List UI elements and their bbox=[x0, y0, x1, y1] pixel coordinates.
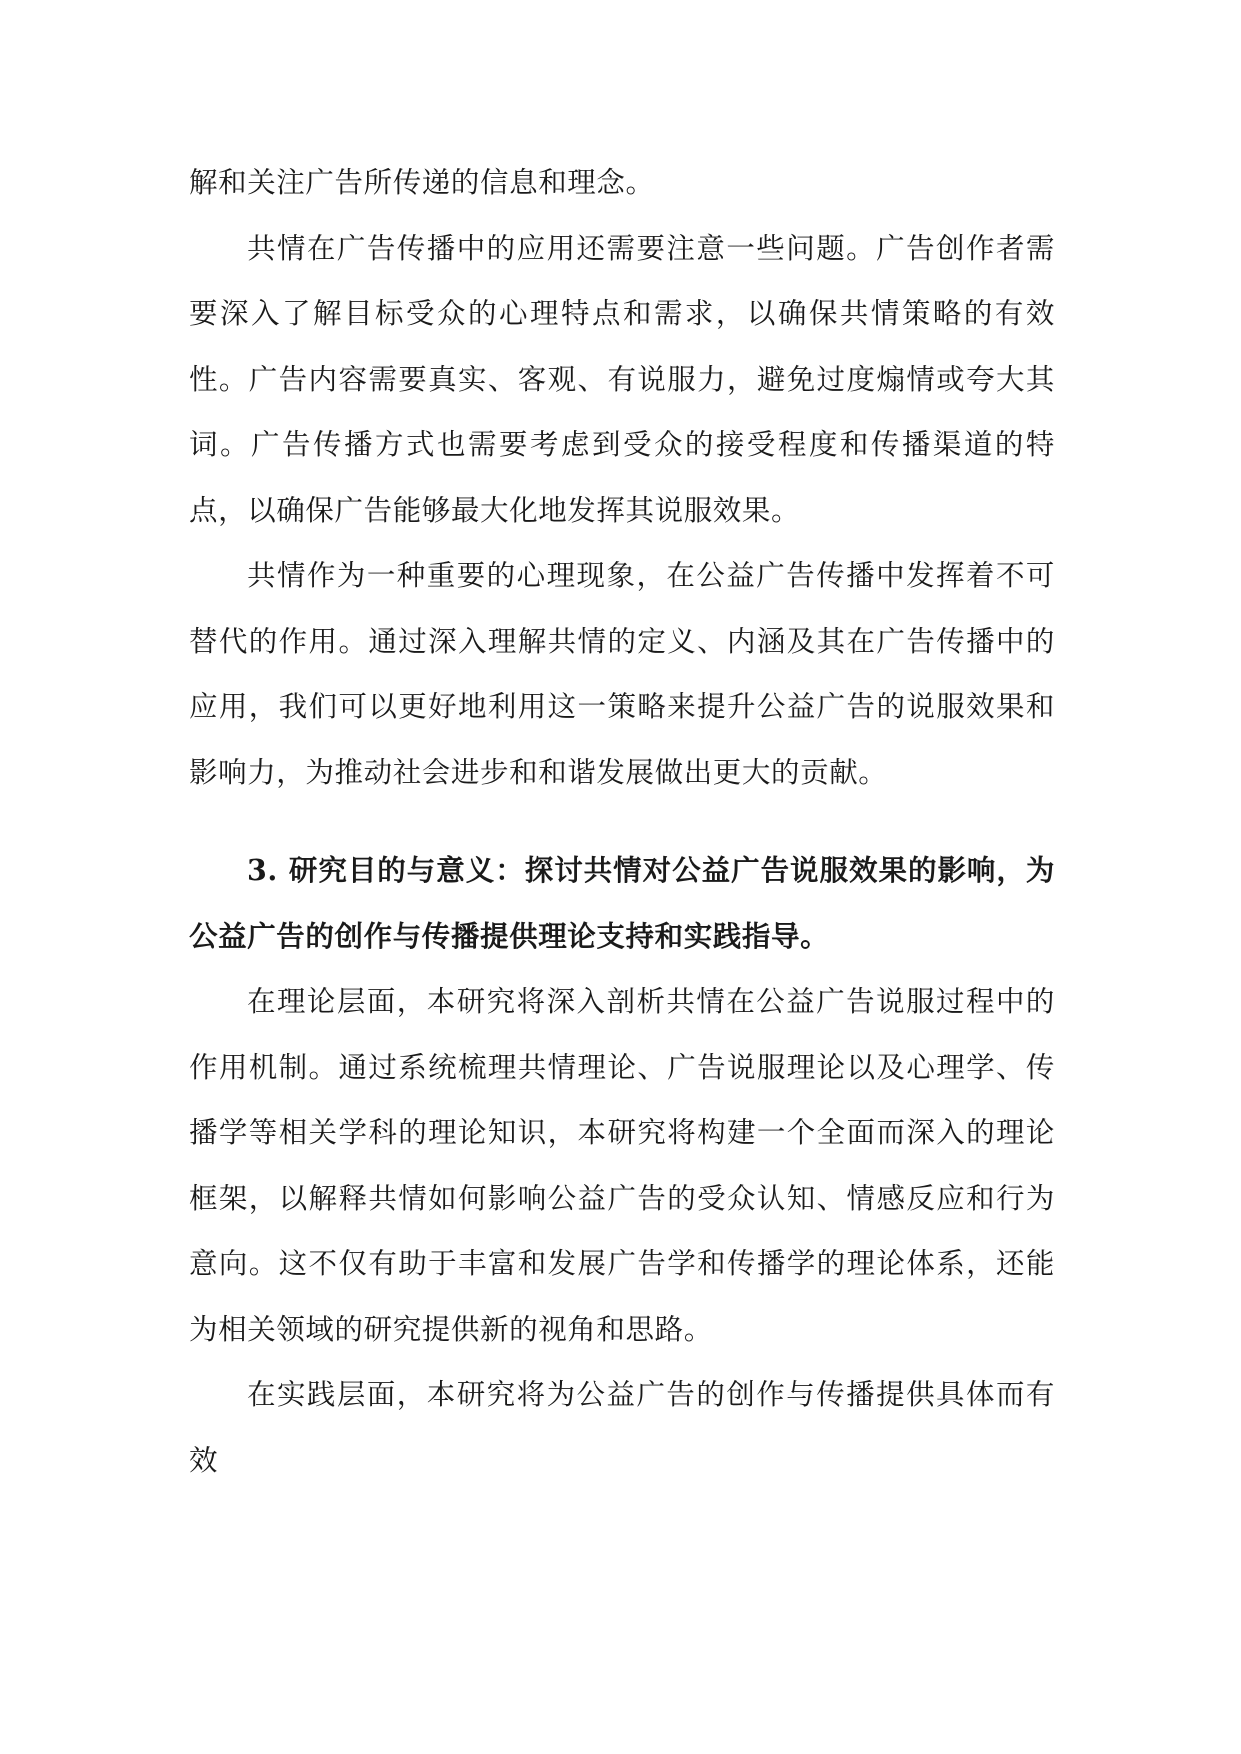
paragraph-continuation: 解和关注广告所传递的信息和理念。 bbox=[189, 166, 655, 199]
paragraph-empathy-issues: 共情在广告传播中的应用还需要注意一些问题。广告创作者需要深入了解目标受众的心理特点和需求，以确保共情策略的有效性。广告内容需要真实、客观、有说服力，避免过度煽情或夸大其词。广告传播方式也需要考虑到受众的接受程度和传播渠道的特点，以确保广告能够最大化地发挥其说服效果。 bbox=[189, 231, 1055, 527]
section-heading: 3. 研究目的与意义：探讨共情对公益广告说服效果的影响，为公益广告的创作与传播提供理论支持和实践指导。 bbox=[189, 853, 1055, 953]
paragraph-practice-level: 在实践层面，本研究将为公益广告的创作与传播提供具体而有效 bbox=[189, 1378, 1055, 1477]
paragraph-theory-level: 在理论层面，本研究将深入剖析共情在公益广告说服过程中的作用机制。通过系统梳理共情理论、广告说服理论以及心理学、传播学等相关学科的理论知识，本研究将构建一个全面而深入的理论框架，以解释共情如何影响公益广告的受众认知、情感反应和行为意向。这不仅有助于丰富和发展广告学和传播学的理论体系，还能为相关领域的研究提供新的视角和思路。 bbox=[189, 985, 1055, 1346]
document-body bbox=[189, 150, 1055, 1493]
paragraph-empathy-role: 共情作为一种重要的心理现象，在公益广告传播中发挥着不可替代的作用。通过深入理解共情的定义、内涵及其在广告传播中的应用，我们可以更好地利用这一策略来提升公益广告的说服效果和影响力，为推动社会进步和和谐发展做出更大的贡献。 bbox=[189, 559, 1055, 789]
